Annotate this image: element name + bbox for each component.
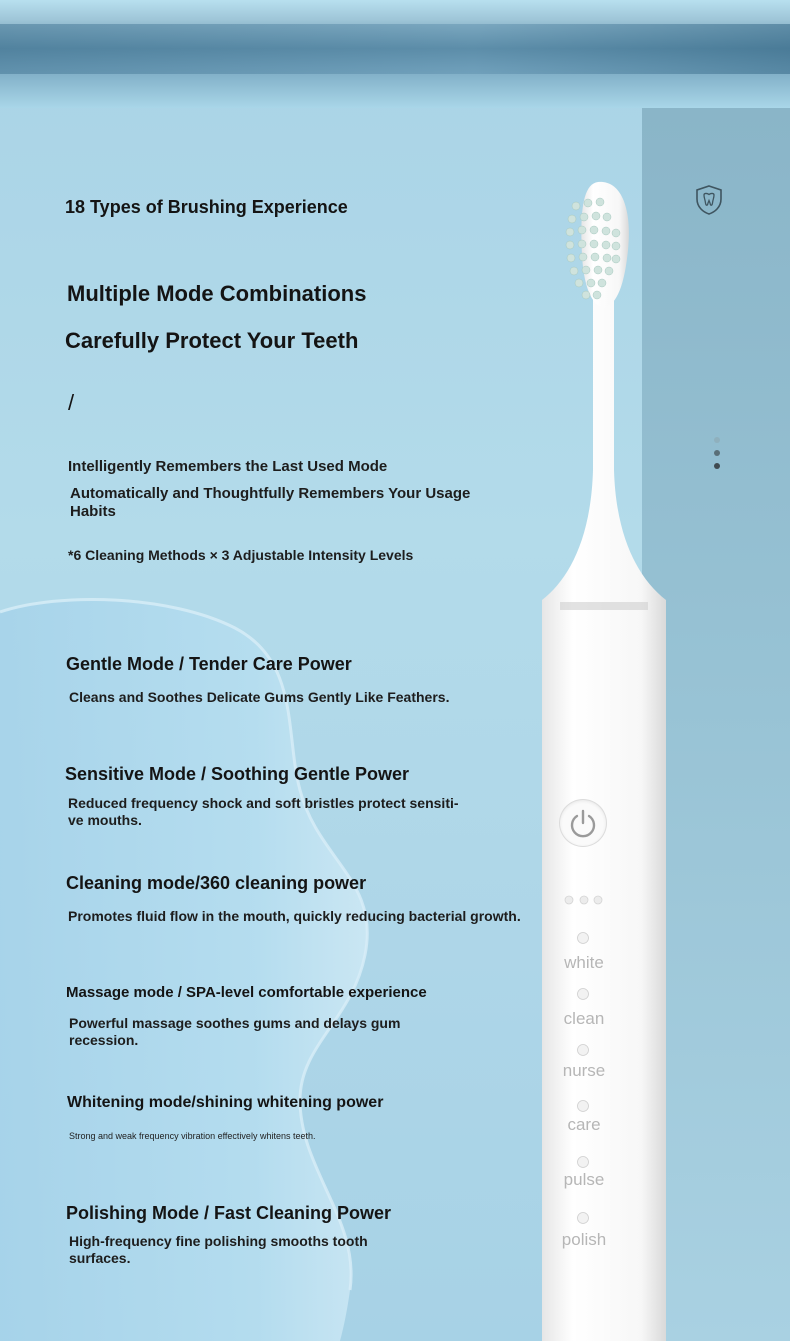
handle-label-nurse: nurse: [562, 1061, 606, 1080]
mode-title-cleaning: Cleaning mode/360 cleaning power: [66, 873, 367, 893]
memory-description: Automatically and Thoughtfully Remembers Your Usage Habits: [70, 485, 471, 520]
mode-title-sensitive: Sensitive Mode / Soothing Gentle Power: [65, 764, 410, 784]
memory-title: Intelligently Remembers the Last Used Mode: [68, 458, 388, 475]
shield-tooth-icon: [694, 184, 724, 216]
separator: /: [68, 390, 75, 415]
mode-desc-massage: Powerful massage soothes gums and delays gum recession.: [69, 1015, 401, 1048]
handle-label-polish: polish: [561, 1230, 607, 1249]
mode-count-note: *6 Cleaning Methods × 3 Adjustable Intensity Levels: [68, 547, 414, 563]
page-indicator: [713, 436, 723, 472]
mode-title-polishing: Polishing Mode / Fast Cleaning Power: [66, 1203, 392, 1223]
mode-title-gentle: Gentle Mode / Tender Care Power: [66, 654, 352, 674]
mode-desc-sensitive: Reduced frequency shock and soft bristles protect sensiti-ve mouths.: [68, 795, 459, 828]
mode-title-massage: Massage mode / SPA-level comfortable experience: [66, 984, 427, 1001]
handle-label-pulse: pulse: [563, 1170, 605, 1189]
mode-title-whitening: Whitening mode/shining whitening power: [67, 1094, 384, 1111]
mode-desc-polishing: High-frequency fine polishing smooths tooth surfaces.: [69, 1233, 368, 1266]
handle-label-white: white: [564, 953, 604, 972]
power-icon: [560, 800, 606, 846]
mode-desc-cleaning: Promotes fluid flow in the mouth, quickly reducing bacterial growth.: [68, 908, 521, 924]
handle-label-care: care: [567, 1115, 601, 1134]
handle-label-clean: clean: [563, 1009, 605, 1028]
headline: Multiple Mode Combinations: [67, 281, 367, 306]
subheadline: Carefully Protect Your Teeth: [65, 328, 359, 353]
power-button: [560, 800, 606, 846]
mode-desc-gentle: Cleans and Soothes Delicate Gums Gently Like Feathers.: [69, 689, 450, 705]
mode-desc-whitening: Strong and weak frequency vibration effectively whitens teeth.: [69, 1131, 316, 1141]
tagline: 18 Types of Brushing Experience: [65, 197, 348, 217]
